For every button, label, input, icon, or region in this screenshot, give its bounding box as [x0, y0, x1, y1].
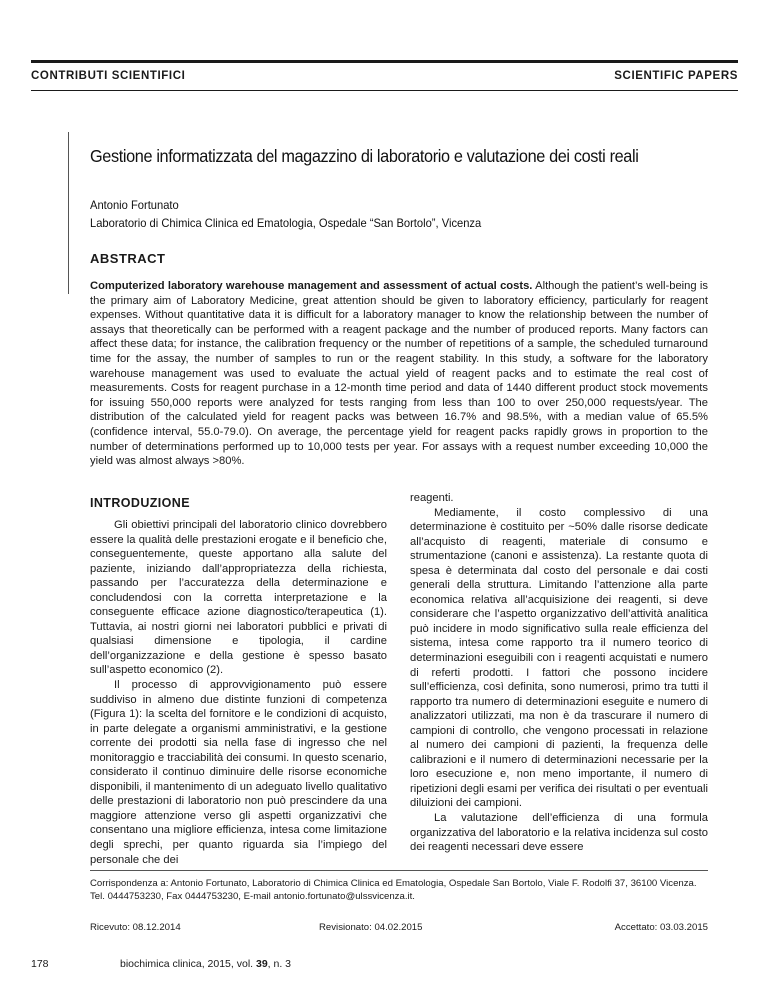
intro-paragraph-1: Gli obiettivi principali del laboratorio clinico dovrebbero essere la qualità delle prestazioni erogate e il beneficio che, conseguentemente, queste apportano alla salute del paziente, iniziando dall’appropriatezza della richiesta, passando per l’accuratezza della determinazione e concludendosi con la corretta interpretazione e la conseguente efficace azione diagnostico/terapeutica (1). Tuttavia, ai nostri giorni nei laboratori pubblici e privati di qualsiasi dimensione e tipologia, il cardine dell’organizzazione e della gestione è spesso basato sull’aspetto economico (2).	[90, 519, 387, 677]
abstract-heading: ABSTRACT	[90, 251, 166, 266]
received-date: Ricevuto: 08.12.2014	[90, 922, 181, 933]
header-top-rule	[31, 60, 738, 63]
section-label-italian: CONTRIBUTI SCIENTIFICI	[31, 70, 186, 82]
page-number: 178	[31, 958, 49, 970]
intro-paragraph-3: Mediamente, il costo complessivo di una determinazione è costituito per ~50% dalle risorse dedicate all’acquisto di reagenti, materiale di consumo e strumentazione (canoni e assistenza). La restante quota di spesa è determinata dal costo del personale e dai costi generali della struttura. Limitando l’attenzione alla parte economica relativa all’acquisizione dei reagenti, si deve considerare che l’aspetto organizzativo dell’attività analitica può incidere in modo significativo sulla reale efficienza del sistema, intesa come rapporto tra il numero teorico di determinazioni eseguibili con i reagenti acquistati e numero di referti prodotti. I fattori che possono incidere sull’efficienza, così definita, sono numerosi, primo tra tutti il rapporto tra numero di determinazioni eseguite e numero di analizzatori utilizzati, ma non è da trascurare il numero di campioni di controllo, che vengono processati in relazione al numero dei campioni di pazienti, la frequenza delle calibrazioni e il numero di determinazioni necessarie per la loro esecuzione e, non meno importante, il numero di ripetizioni degli esami per verifica dei risultati o per eventuali diluizioni dei campioni.	[410, 506, 708, 810]
revised-date: Revisionato: 04.02.2015	[319, 922, 423, 933]
accepted-date: Accettato: 03.03.2015	[614, 922, 708, 933]
intro-continuation: reagenti.	[410, 492, 454, 504]
right-column	[410, 491, 708, 855]
header-bottom-rule	[31, 90, 738, 91]
journal-issue: , n. 3	[267, 958, 292, 970]
intro-paragraph-4: La valutazione dell’efficienza di una formula organizzativa del laboratorio e la relativa incidenza sul costo dei reagenti necessari deve essere	[410, 812, 708, 854]
intro-paragraph-2: Il processo di approvvigionamento può essere suddiviso in almeno due distinte funzioni di competenza (Figura 1): la scelta del fornitore e le condizioni di acquisto, in parte delegate a organismi amministrativi, e la gestione corrente dei prodotti sia nella fase di ingresso che nel monitoraggio e tracciabilità dei consumi. In questo scenario, considerato il continuo diminuire delle risorse economiche disponibili, il mantenimento di un adeguato livello qualitativo delle prestazioni di laboratorio non può prescindere da una maggiore attenzione verso gli aspetti organizzativi che consentano una migliore efficienza, intesa come limitazione degli sprechi, per quanto riguarda sia l’impiego del personale che dei	[90, 679, 387, 866]
title-accent-bar	[68, 132, 69, 294]
correspondence-note: Corrispondenza a: Antonio Fortunato, Laboratorio di Chimica Clinica ed Ematologia, Ospedale San Bortolo, Viale F. Rodolfi 37, 36100 Vicenza. Tel. 0444753230, Fax 0444753230, E-mail antonio.fortunato@ulssvicenza.it.	[90, 878, 697, 902]
correspondence-rule	[90, 870, 708, 871]
section-label-english: SCIENTIFIC PAPERS	[614, 70, 738, 82]
article-author: Antonio Fortunato	[90, 198, 179, 212]
intro-heading: INTRODUZIONE	[90, 496, 190, 510]
abstract-lead: Computerized laboratory warehouse management and assessment of actual costs.	[90, 280, 533, 292]
journal-name: biochimica clinica, 2015, vol.	[120, 958, 256, 970]
journal-citation	[120, 958, 291, 970]
article-title: Gestione informatizzata del magazzino di laboratorio e valutazione dei costi reali	[90, 146, 639, 166]
journal-volume: 39	[255, 958, 268, 970]
left-column	[90, 518, 387, 867]
abstract-text	[90, 279, 708, 469]
abstract-body: Although the patient’s well-being is the primary aim of Laboratory Medicine, great attention should be given to laboratory efficiency, particularly for reagent expenses. Without quantitative data it is difficult for a laboratory manager to know the relationship between the number of assays that theoretically can be performed with a reagent package and the number of produced reports. Many factors can affect these data; for instance, the calibration frequency or the number of repetitions of a sample, the scheduled turnaround time for the assay, the number of samples to run or the reagent stability. In this study, a software for the laboratory warehouse management was used to evaluate the actual yield of reagent packs and to estimate the real cost of measurements. Costs for reagent purchase in a 12-month time period and data of 1440 different product stock movements for issuing 550,000 reports were analyzed for tests ranging from less than 100 to over 250,000 requests/year. The distribution of the calculated yield for reagent packs was between 16.7% and 98.5%, with a median value of 65.5% (confidence interval, 55.0-79.0). On average, the percentage yield for reagent packs rapidly grows in proportion to the number of determinations performed up to 10,000 tests per year. For assays with a request number exceeding 10,000 the yield was almost always >80%.	[90, 280, 708, 468]
article-affiliation: Laboratorio di Chimica Clinica ed Ematologia, Ospedale “San Bortolo”, Vicenza	[90, 216, 482, 230]
